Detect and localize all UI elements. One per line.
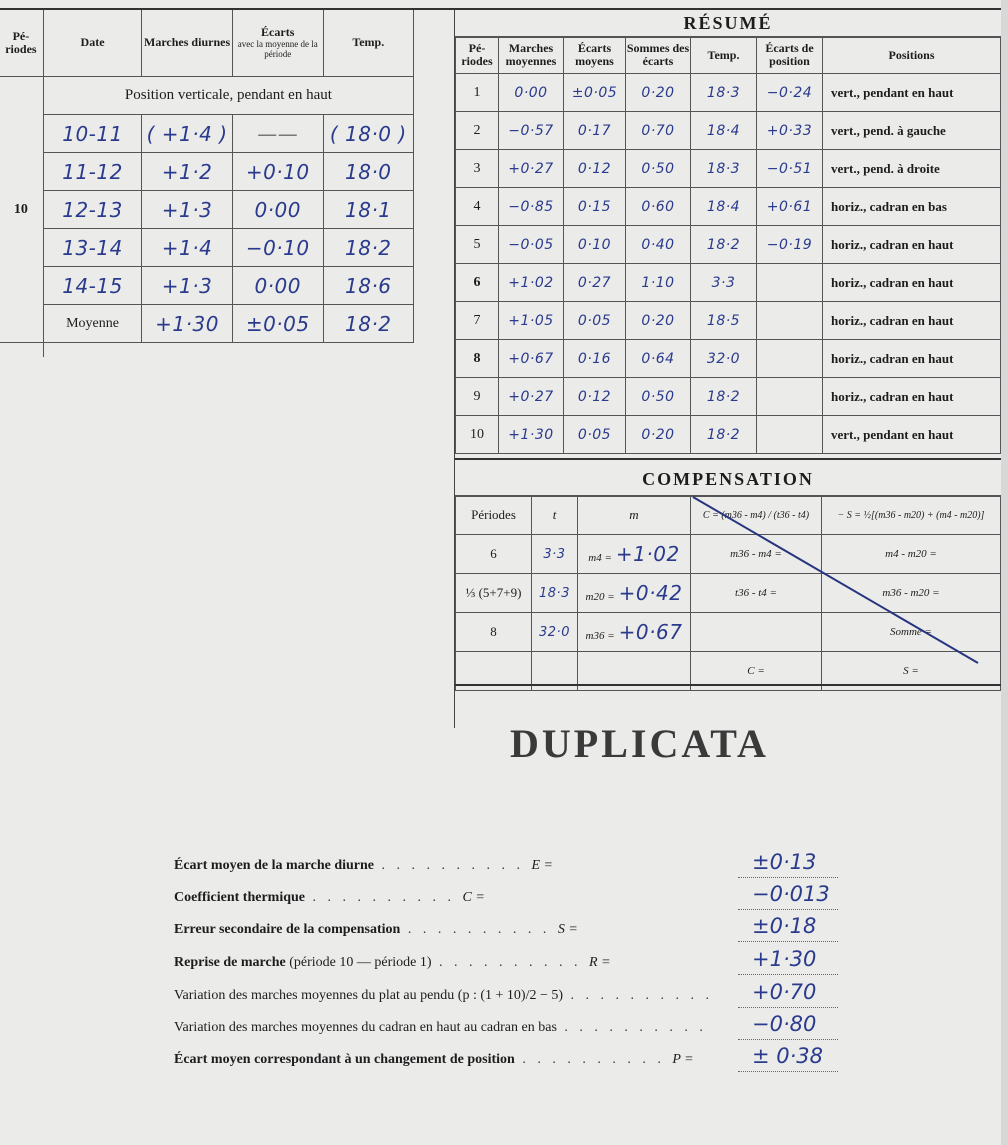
marche-cell: +1·3 <box>142 267 233 305</box>
period-table <box>0 8 414 357</box>
summary-symbol: R = <box>589 955 611 970</box>
summary-label-bold: Erreur secondaire de la compensation <box>174 922 401 937</box>
header-periodes: Pé- riodes <box>0 9 43 77</box>
summary-leader-dots: . . . . . . . . . . <box>556 1020 707 1035</box>
resume-position: vert., pend. à gauche <box>823 112 1001 150</box>
compensation-title: COMPENSATION <box>455 458 1001 497</box>
comp-c: C = <box>691 652 822 691</box>
summary-line <box>174 922 578 938</box>
summary-label-bold: Reprise de marche <box>174 955 286 970</box>
resume-somme: 0·20 <box>626 74 691 112</box>
header-ecarts-title: Écarts <box>261 25 295 39</box>
resume-marche: +1·02 <box>499 264 564 302</box>
resume-row <box>456 150 1001 188</box>
header-date: Date <box>43 9 141 77</box>
resume-ecart-position: −0·24 <box>757 74 823 112</box>
comp-m-label: m36 = <box>585 630 615 642</box>
resume-title: RÉSUMÉ <box>455 8 1001 38</box>
temp-cell: 18·0 <box>323 153 413 191</box>
resume-marche: −0·05 <box>499 226 564 264</box>
resume-temp: 18·4 <box>691 112 757 150</box>
temp-cell: 18·2 <box>323 229 413 267</box>
resume-ecart: 0·16 <box>564 340 626 378</box>
table-row <box>0 267 414 305</box>
resume-somme: 0·50 <box>626 378 691 416</box>
resume-position: vert., pendant en haut <box>823 416 1001 454</box>
comp-header-periodes: Périodes <box>456 496 532 535</box>
comp-periode: 6 <box>456 535 532 574</box>
compensation-bottom-rule <box>455 684 1001 686</box>
resume-header-sommes: Sommes des écarts <box>626 37 691 74</box>
comp-c: m36 - m4 = <box>691 535 822 574</box>
summary-symbol: S = <box>557 922 578 937</box>
resume-somme: 0·60 <box>626 188 691 226</box>
resume-period: 5 <box>456 226 499 264</box>
resume-ecart-position <box>757 416 823 454</box>
date-cell: 12-13 <box>43 191 141 229</box>
marche-cell: +1·4 <box>142 229 233 267</box>
resume-row <box>456 378 1001 416</box>
resume-header-temp: Temp. <box>691 37 757 74</box>
summary-value-line <box>738 973 838 975</box>
moyenne-ecart: ±0·05 <box>232 305 323 343</box>
resume-row <box>456 188 1001 226</box>
spacer-cell <box>0 343 43 358</box>
comp-m-value: +0·42 <box>618 581 683 605</box>
summary-leader-dots: . . . . . . . . . . <box>431 955 590 970</box>
resume-period: 7 <box>456 302 499 340</box>
comp-s: m36 - m20 = <box>822 574 1001 613</box>
resume-somme: 0·40 <box>626 226 691 264</box>
resume-ecart: 0·05 <box>564 416 626 454</box>
resume-row <box>456 112 1001 150</box>
resume-marche: +1·05 <box>499 302 564 340</box>
resume-header-ecarts-position: Écarts de position <box>757 37 823 74</box>
comp-m <box>578 574 691 613</box>
temp-cell: 18·1 <box>323 191 413 229</box>
resume-ecart: 0·05 <box>564 302 626 340</box>
comp-t: 18·3 <box>532 574 578 613</box>
summary-value-line <box>738 1070 838 1072</box>
duplicata-stamp: DUPLICATA <box>510 721 769 766</box>
temp-cell: ( 18·0 ) <box>323 115 413 153</box>
resume-temp: 18·2 <box>691 226 757 264</box>
resume-position: vert., pend. à droite <box>823 150 1001 188</box>
resume-period: 4 <box>456 188 499 226</box>
resume-period: 3 <box>456 150 499 188</box>
summary-value: −0·80 <box>752 1012 817 1036</box>
summary-leader-dots: . . . . . . . . . . <box>514 1052 673 1067</box>
date-cell: 14-15 <box>43 267 141 305</box>
comp-periode: 8 <box>456 613 532 652</box>
date-cell: 10-11 <box>43 115 141 153</box>
resume-ecart-position <box>757 378 823 416</box>
resume-position: horiz., cadran en haut <box>823 226 1001 264</box>
resume-marche: +0·67 <box>499 340 564 378</box>
resume-somme: 0·70 <box>626 112 691 150</box>
resume-temp: 3·3 <box>691 264 757 302</box>
table-row <box>0 229 414 267</box>
date-cell: 13-14 <box>43 229 141 267</box>
summary-label-bold: Écart moyen correspondant à un changement de position <box>174 1052 515 1067</box>
header-temp: Temp. <box>323 9 413 77</box>
resume-period: 2 <box>456 112 499 150</box>
comp-m-label: m4 = <box>588 552 612 564</box>
resume-somme: 0·64 <box>626 340 691 378</box>
table-row <box>0 153 414 191</box>
resume-somme: 1·10 <box>626 264 691 302</box>
summary-value-line <box>738 1038 838 1040</box>
summary-line <box>174 988 713 1004</box>
resume-marche: +0·27 <box>499 150 564 188</box>
resume-temp: 18·5 <box>691 302 757 340</box>
summary-label: Variation des marches moyennes du cadran en haut au cadran en bas <box>174 1020 557 1035</box>
resume-ecart-position <box>757 264 823 302</box>
summary-line <box>174 1052 694 1068</box>
resume-marche: +0·27 <box>499 378 564 416</box>
moyenne-marche: +1·30 <box>142 305 233 343</box>
moyenne-label: Moyenne <box>43 305 141 343</box>
spacer-cell <box>43 343 413 358</box>
moyenne-row <box>0 305 414 343</box>
resume-marche: −0·57 <box>499 112 564 150</box>
marche-cell: +1·2 <box>142 153 233 191</box>
comp-c: t36 - t4 = <box>691 574 822 613</box>
comp-s: m4 - m20 = <box>822 535 1001 574</box>
comp-m <box>578 535 691 574</box>
resume-marche: −0·85 <box>499 188 564 226</box>
summary-line <box>174 1020 707 1036</box>
resume-ecart-position: +0·33 <box>757 112 823 150</box>
comp-t: 3·3 <box>532 535 578 574</box>
summary-line <box>174 858 553 874</box>
summary-symbol: P = <box>672 1052 694 1067</box>
summary-label: Variation des marches moyennes du plat au pendu (p : (1 + 10)/2 − 5) <box>174 988 564 1003</box>
resume-ecart: 0·15 <box>564 188 626 226</box>
header-ecarts <box>232 9 323 77</box>
resume-ecart: 0·27 <box>564 264 626 302</box>
summary-value-line <box>738 908 838 910</box>
resume-row <box>456 302 1001 340</box>
summary-value: +1·30 <box>752 947 817 971</box>
comp-m-value: +1·02 <box>615 542 680 566</box>
summary-value: −0·013 <box>752 882 830 906</box>
comp-t: 32·0 <box>532 613 578 652</box>
summary-label-bold: Écart moyen de la marche diurne <box>174 858 374 873</box>
resume-row <box>456 340 1001 378</box>
resume-header-periodes: Pé- riodes <box>456 37 499 74</box>
ecart-cell: +0·10 <box>232 153 323 191</box>
resume-row <box>456 264 1001 302</box>
comp-s: Somme = <box>822 613 1001 652</box>
table-row <box>0 191 414 229</box>
resume-position: vert., pendant en haut <box>823 74 1001 112</box>
cancel-stroke <box>693 497 978 663</box>
resume-header-ecarts: Écarts moyens <box>564 37 626 74</box>
summary-value-line <box>738 1006 838 1008</box>
resume-row <box>456 226 1001 264</box>
resume-position: horiz., cadran en haut <box>823 340 1001 378</box>
resume-temp: 18·3 <box>691 150 757 188</box>
comp-s: S = <box>822 652 1001 691</box>
comp-header-c-formula: C = (m36 - m4) / (t36 - t4) <box>691 496 822 535</box>
comp-m-label: m20 = <box>585 591 615 603</box>
summary-label-bold: Coefficient thermique <box>174 890 306 905</box>
resume-marche: 0·00 <box>499 74 564 112</box>
summary-leader-dots: . . . . . . . . . . <box>374 858 532 873</box>
comp-header-s-formula: − S = ½[(m36 - m20) + (m4 - m20)] <box>822 496 1001 535</box>
resume-position: horiz., cadran en haut <box>823 378 1001 416</box>
resume-marche: +1·30 <box>499 416 564 454</box>
summary-value: ± 0·38 <box>752 1044 824 1068</box>
resume-period: 9 <box>456 378 499 416</box>
resume-somme: 0·50 <box>626 150 691 188</box>
resume-row <box>456 74 1001 112</box>
moyenne-temp: 18·2 <box>323 305 413 343</box>
strike-through-line <box>690 495 990 665</box>
resume-ecart-position: +0·61 <box>757 188 823 226</box>
comp-header-t: t <box>532 496 578 535</box>
ecart-cell: 0·00 <box>232 191 323 229</box>
summary-symbol: E = <box>531 858 553 873</box>
resume-temp: 32·0 <box>691 340 757 378</box>
resume-header-marches: Marches moyennes <box>499 37 564 74</box>
summary-value: +0·70 <box>752 980 817 1004</box>
ecart-cell: —— <box>232 115 323 153</box>
summary-line <box>174 955 611 971</box>
summary-leader-dots: . . . . . . . . . . <box>563 988 714 1003</box>
resume-temp: 18·2 <box>691 416 757 454</box>
summary-leader-dots: . . . . . . . . . . <box>400 922 558 937</box>
resume-header-positions: Positions <box>823 37 1001 74</box>
comp-header-m: m <box>578 496 691 535</box>
temp-cell: 18·6 <box>323 267 413 305</box>
resume-ecart-position: −0·19 <box>757 226 823 264</box>
marche-cell: +1·3 <box>142 191 233 229</box>
header-ecarts-sub: avec la moyenne de la période <box>237 39 318 59</box>
section-label: Position verticale, pendant en haut <box>43 77 413 115</box>
resume-period: 6 <box>456 264 499 302</box>
resume-period: 1 <box>456 74 499 112</box>
resume-period: 10 <box>456 416 499 454</box>
resume-ecart-position <box>757 302 823 340</box>
ecart-cell: −0·10 <box>232 229 323 267</box>
resume-position: horiz., cadran en bas <box>823 188 1001 226</box>
summary-value: ±0·13 <box>752 850 817 874</box>
resume-position: horiz., cadran en haut <box>823 302 1001 340</box>
resume-temp: 18·3 <box>691 74 757 112</box>
summary-value-line <box>738 940 838 942</box>
summary-value-line <box>738 876 838 878</box>
summary-label: (période 10 — période 1) <box>285 955 432 970</box>
header-marches: Marches diurnes <box>142 9 233 77</box>
resume-ecart-position <box>757 340 823 378</box>
resume-row <box>456 416 1001 454</box>
comp-m-value: +0·67 <box>618 620 683 644</box>
summary-symbol: C = <box>462 890 485 905</box>
summary-line <box>174 890 485 906</box>
marche-cell: ( +1·4 ) <box>142 115 233 153</box>
resume-temp: 18·4 <box>691 188 757 226</box>
resume-somme: 0·20 <box>626 416 691 454</box>
resume-temp: 18·2 <box>691 378 757 416</box>
summary-leader-dots: . . . . . . . . . . <box>305 890 463 905</box>
ecart-cell: 0·00 <box>232 267 323 305</box>
resume-ecart: 0·17 <box>564 112 626 150</box>
resume-ecart: 0·10 <box>564 226 626 264</box>
comp-m <box>578 613 691 652</box>
resume-ecart: 0·12 <box>564 150 626 188</box>
date-cell: 11-12 <box>43 153 141 191</box>
table-row <box>0 115 414 153</box>
resume-period: 8 <box>456 340 499 378</box>
period-number: 10 <box>0 77 43 343</box>
resume-ecart-position: −0·51 <box>757 150 823 188</box>
resume-somme: 0·20 <box>626 302 691 340</box>
resume-ecart: ±0·05 <box>564 74 626 112</box>
summary-value: ±0·18 <box>752 914 817 938</box>
comp-periode: ⅓ (5+7+9) <box>456 574 532 613</box>
resume-ecart: 0·12 <box>564 378 626 416</box>
resume-position: horiz., cadran en haut <box>823 264 1001 302</box>
page-edge <box>1001 0 1008 1145</box>
resume-table <box>455 36 1001 454</box>
